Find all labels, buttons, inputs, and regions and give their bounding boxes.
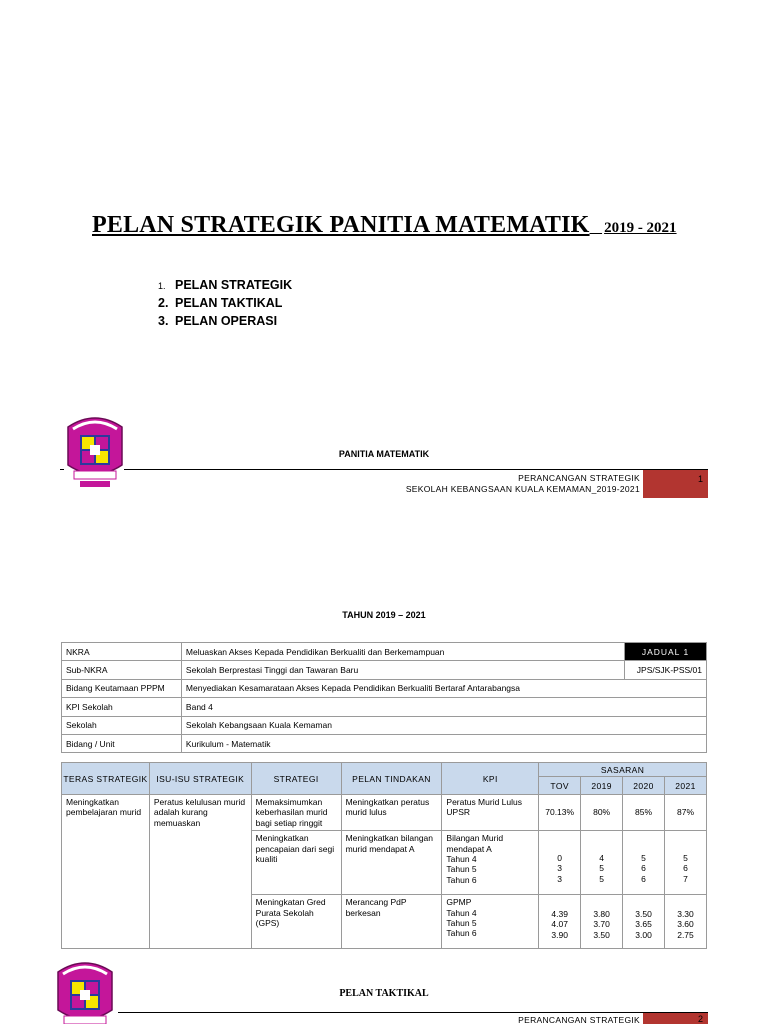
contents-list [158, 276, 292, 330]
table-row: Meningkatkan pembelajaran murid Peratus kelulusan murid adalah kurang memuaskan Memaksimumkan keberhasilan murid bagi setiap ringgit Meningkatkan peratus murid lulus Peratus Murid Lulus UPSR 70.13% 80% 85% 87% [62, 795, 707, 831]
table-row: KPI Sekolah Band 4 [62, 698, 707, 716]
list-item: 2. PELAN TAKTIKAL [158, 296, 283, 310]
table-row: Sub-NKRA Sekolah Berprestasi Tinggi dan Tawaran Baru JPS/SJK-PSS/01 [62, 661, 707, 679]
table-row: Meningkatan Gred Purata Sekolah (GPS) Merancang PdP berkesan GPMP Tahun 4 Tahun 5 Tahun 6 4.39 4.07 3.90 3.80 3.70 3.50 3.50 3.65 3.00 3.30 3.60 2.75 [62, 895, 707, 949]
page-title [92, 212, 677, 239]
table-header-row: TERAS STRATEGIK ISU-ISU STRATEGIK STRATEGI PELAN TINDAKAN KPI SASARAN [62, 763, 707, 777]
list-item: 1. PELAN STRATEGIK [158, 278, 293, 292]
header-divider [124, 469, 708, 470]
table-row: Meningkatkan pencapaian dari segi kualiti Meningkatkan bilangan murid mendapat A Bilangan Murid mendapat A Tahun 4 Tahun 5 Tahun 6 0 3 3 4 5 5 5 6 6 5 6 7 [62, 831, 707, 895]
page-number: 2 [643, 1013, 708, 1024]
header-title: PANITIA MATEMATIK [338, 449, 430, 459]
title-main: PELAN STRATEGIK PANITIA MATEMATIK [92, 212, 590, 238]
header-divider [60, 469, 64, 470]
header-divider [118, 1012, 708, 1013]
strategy-table [61, 762, 707, 949]
section-title: TAHUN 2019 – 2021 [342, 610, 426, 620]
header-meta: PERANCANGAN STRATEGIK [518, 1015, 640, 1024]
table-header-row: TOV 2019 2020 2021 [62, 777, 707, 795]
table-row: NKRA Meluaskan Akses Kepada Pendidikan Berkualiti dan Berkemampuan JADUAL 1 [62, 643, 707, 661]
header-title: PELAN TAKTIKAL [339, 988, 429, 999]
list-item: 3. PELAN OPERASI [158, 314, 278, 328]
info-table [61, 642, 707, 753]
table-row: Bidang / Unit Kurikulum - Matematik [62, 734, 707, 752]
title-years: 2019 - 2021 [604, 220, 677, 236]
table-row: Bidang Keutamaan PPPM Menyediakan Kesamarataan Akses Kepada Pendidikan Berkualiti Bertaraf Antarabangsa [62, 679, 707, 697]
header-meta: PERANCANGAN STRATEGIK SEKOLAH KEBANGSAAN KUALA KEMAMAN_2019-2021 [405, 473, 640, 494]
page-number: 1 [643, 470, 708, 498]
table-row: Sekolah Sekolah Kebangsaan Kuala Kemaman [62, 716, 707, 734]
jadual-badge: JADUAL 1 [625, 643, 707, 661]
